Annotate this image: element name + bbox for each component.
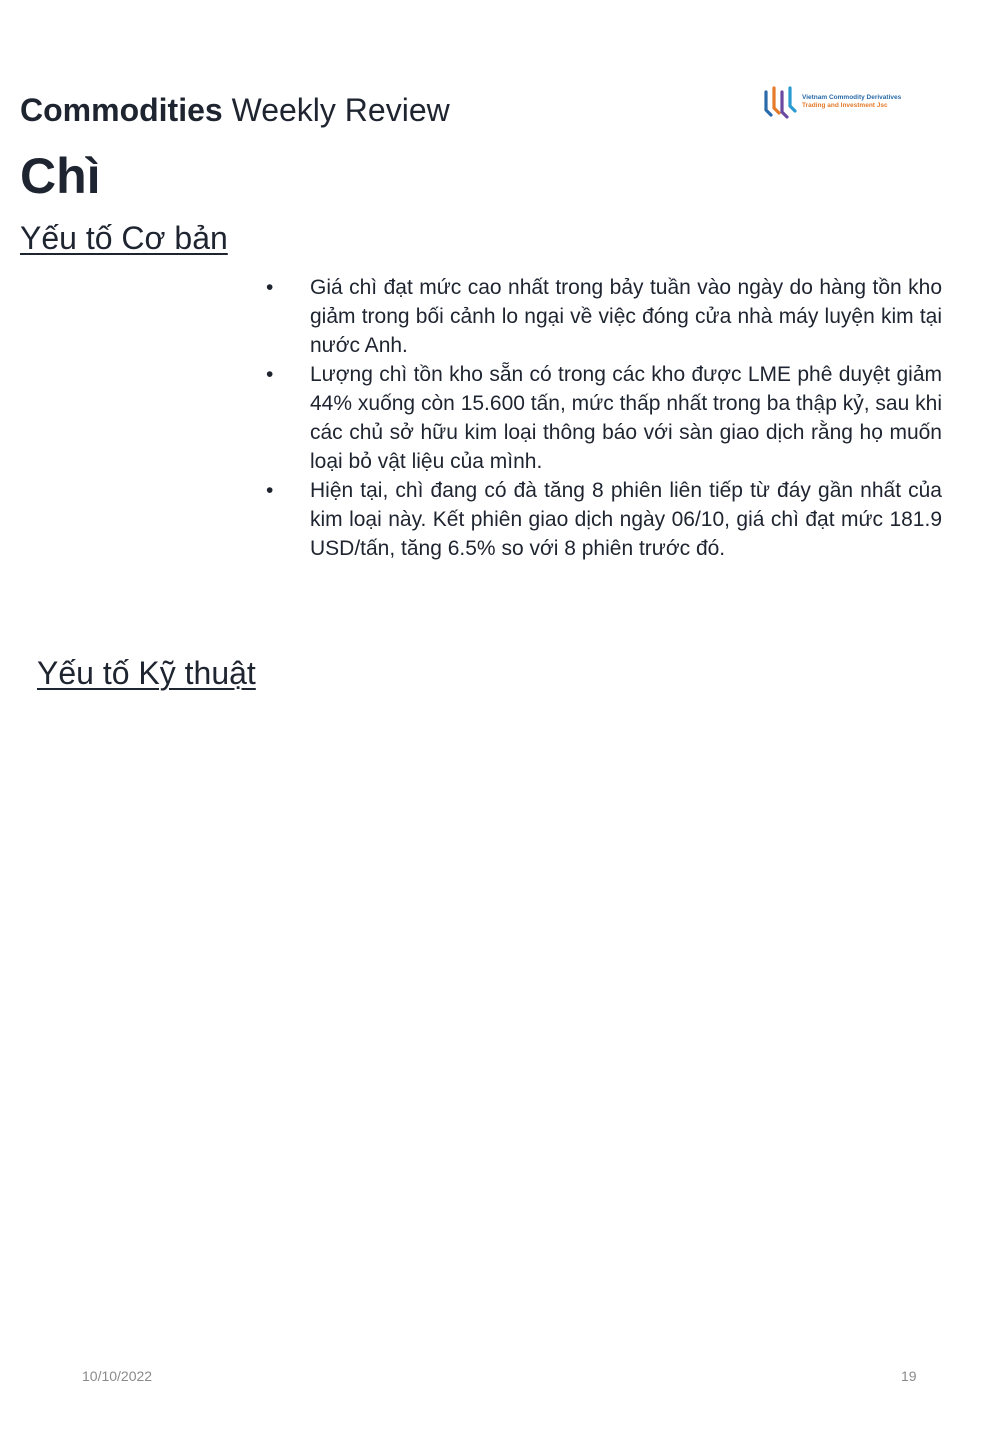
fundamental-bullet-list — [266, 273, 942, 563]
logo-line-2: Trading and Investment Jsc — [802, 102, 888, 109]
logo-mark-icon — [764, 84, 798, 120]
logo-line-1: Vietnam Commodity Derivatives — [802, 94, 902, 101]
page-heading: Chì — [20, 148, 101, 204]
report-title-bold: Commodities — [20, 92, 223, 128]
bullet-text: Hiện tại, chì đang có đà tăng 8 phiên liên tiếp từ đáy gần nhất của kim loại này. Kết phiên giao dịch ngày 06/10, giá chì đạt mức 181.9 USD/tấn, tăng 6.5% so với 8 phiên trước đó. — [310, 479, 942, 560]
bullet-icon: • — [266, 363, 274, 386]
company-logo — [764, 84, 901, 120]
section-title-technical: Yếu tố Kỹ thuật — [37, 655, 256, 691]
bullet-text: Giá chì đạt mức cao nhất trong bảy tuần vào ngày do hàng tồn kho giảm trong bối cảnh lo ngại về việc đóng cửa nhà máy luyện kim tại nước Anh. — [310, 276, 942, 357]
bullet-text: Lượng chì tồn kho sẵn có trong các kho được LME phê duyệt giảm 44% xuống còn 15.600 tấn, mức thấp nhất trong ba thập kỷ, sau khi các chủ sở hữu kim loại thông báo với sàn giao dịch rằng họ muốn loại bỏ vật liệu của mình. — [310, 363, 942, 473]
list-item — [266, 476, 942, 563]
report-title — [20, 90, 450, 130]
report-title-rest: Weekly Review — [231, 92, 450, 128]
bullet-icon: • — [266, 276, 274, 299]
logo-text — [802, 94, 901, 110]
list-item — [266, 273, 942, 360]
footer-page-number: 19 — [901, 1368, 917, 1384]
bullet-icon: • — [266, 479, 274, 502]
footer-date: 10/10/2022 — [82, 1368, 153, 1384]
list-item — [266, 360, 942, 476]
section-title-fundamental: Yếu tố Cơ bản — [20, 220, 228, 256]
